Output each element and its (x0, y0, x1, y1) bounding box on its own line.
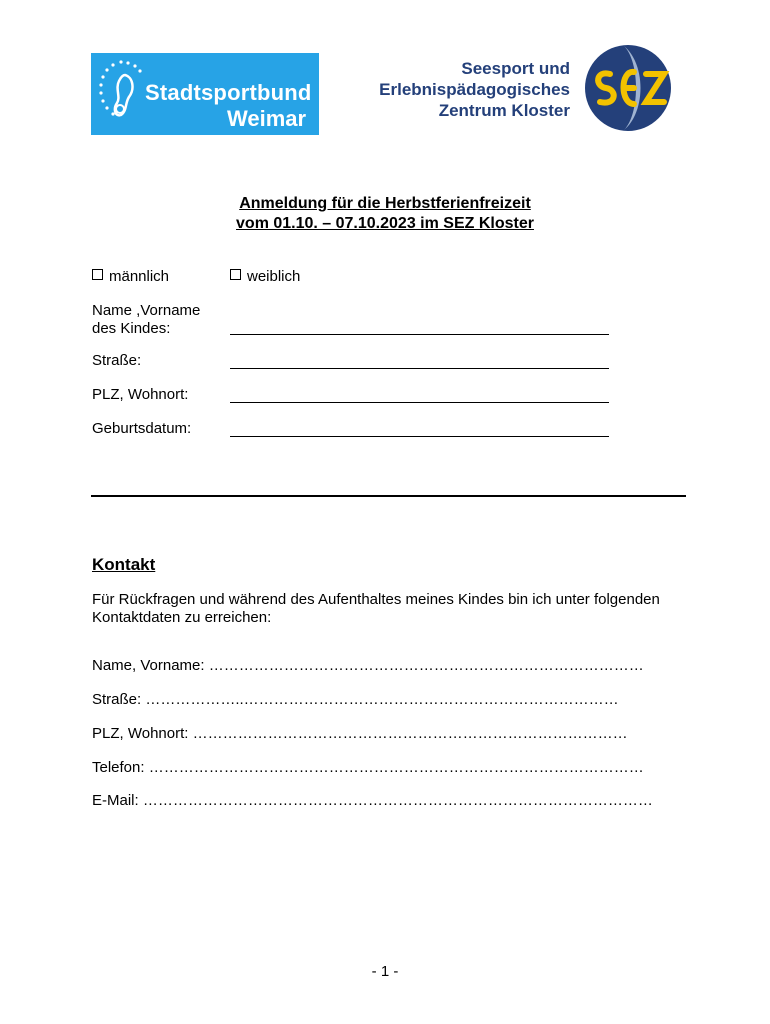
stadtsportbund-logo (91, 53, 319, 135)
child-birthdate-label: Geburtsdatum: (92, 420, 192, 437)
sez-logo-line2: Erlebnispädagogisches (379, 80, 570, 99)
form-title-line1: Anmeldung für die Herbstferienfreizeit (239, 195, 531, 212)
contact-phone-field[interactable]: Telefon: ……………………………………………………………………………………… (92, 759, 644, 776)
sez-logo-text (379, 58, 570, 121)
gender-male-option[interactable] (92, 268, 169, 285)
stars-icon (91, 53, 151, 135)
contact-street-field[interactable]: Straße: ………………..………………………………………………………………… (92, 691, 619, 708)
child-name-label-line1: Name ,Vorname (92, 302, 201, 319)
child-street-field[interactable] (230, 368, 609, 369)
logo-left-name-line2: Weimar (227, 106, 307, 131)
contact-email-field[interactable]: E-Mail: ………………………………………………………………………………………… (92, 792, 653, 809)
checkbox-female[interactable] (230, 269, 241, 280)
section-divider (91, 495, 686, 497)
page-number: - 1 - (371, 963, 399, 980)
contact-heading: Kontakt (92, 555, 156, 574)
contact-intro: Für Rückfragen und während des Aufenthaltes meines Kindes bin ich unter folgenden Kontaktdaten zu erreichen: (92, 591, 660, 626)
gender-female-option[interactable] (230, 268, 300, 285)
child-name-field[interactable] (230, 334, 609, 335)
child-name-label-line2: des Kindes: (92, 320, 171, 337)
form-title-line2: vom 01.10. – 07.10.2023 im SEZ Kloster (236, 215, 534, 232)
contact-name-field[interactable]: Name, Vorname: …………………………………………………………………………… (92, 657, 644, 674)
child-city-field[interactable] (230, 402, 609, 403)
sez-logo-line3: Zentrum Kloster (438, 101, 570, 120)
gender-male-label: männlich (109, 268, 170, 285)
checkbox-male[interactable] (92, 269, 103, 280)
logo-left-name-line1: Stadtsportbund (145, 80, 312, 105)
child-city-label: PLZ, Wohnort: (92, 386, 189, 403)
sez-logo-line1: Seesport und (461, 59, 570, 78)
child-name-label (92, 302, 200, 338)
contact-city-field[interactable]: PLZ, Wohnort: …………………………………………………………………………… (92, 725, 628, 742)
child-street-label: Straße: (92, 352, 142, 369)
sez-emblem-icon (584, 44, 672, 132)
child-birthdate-field[interactable] (230, 436, 609, 437)
gender-female-label: weiblich (247, 268, 301, 285)
